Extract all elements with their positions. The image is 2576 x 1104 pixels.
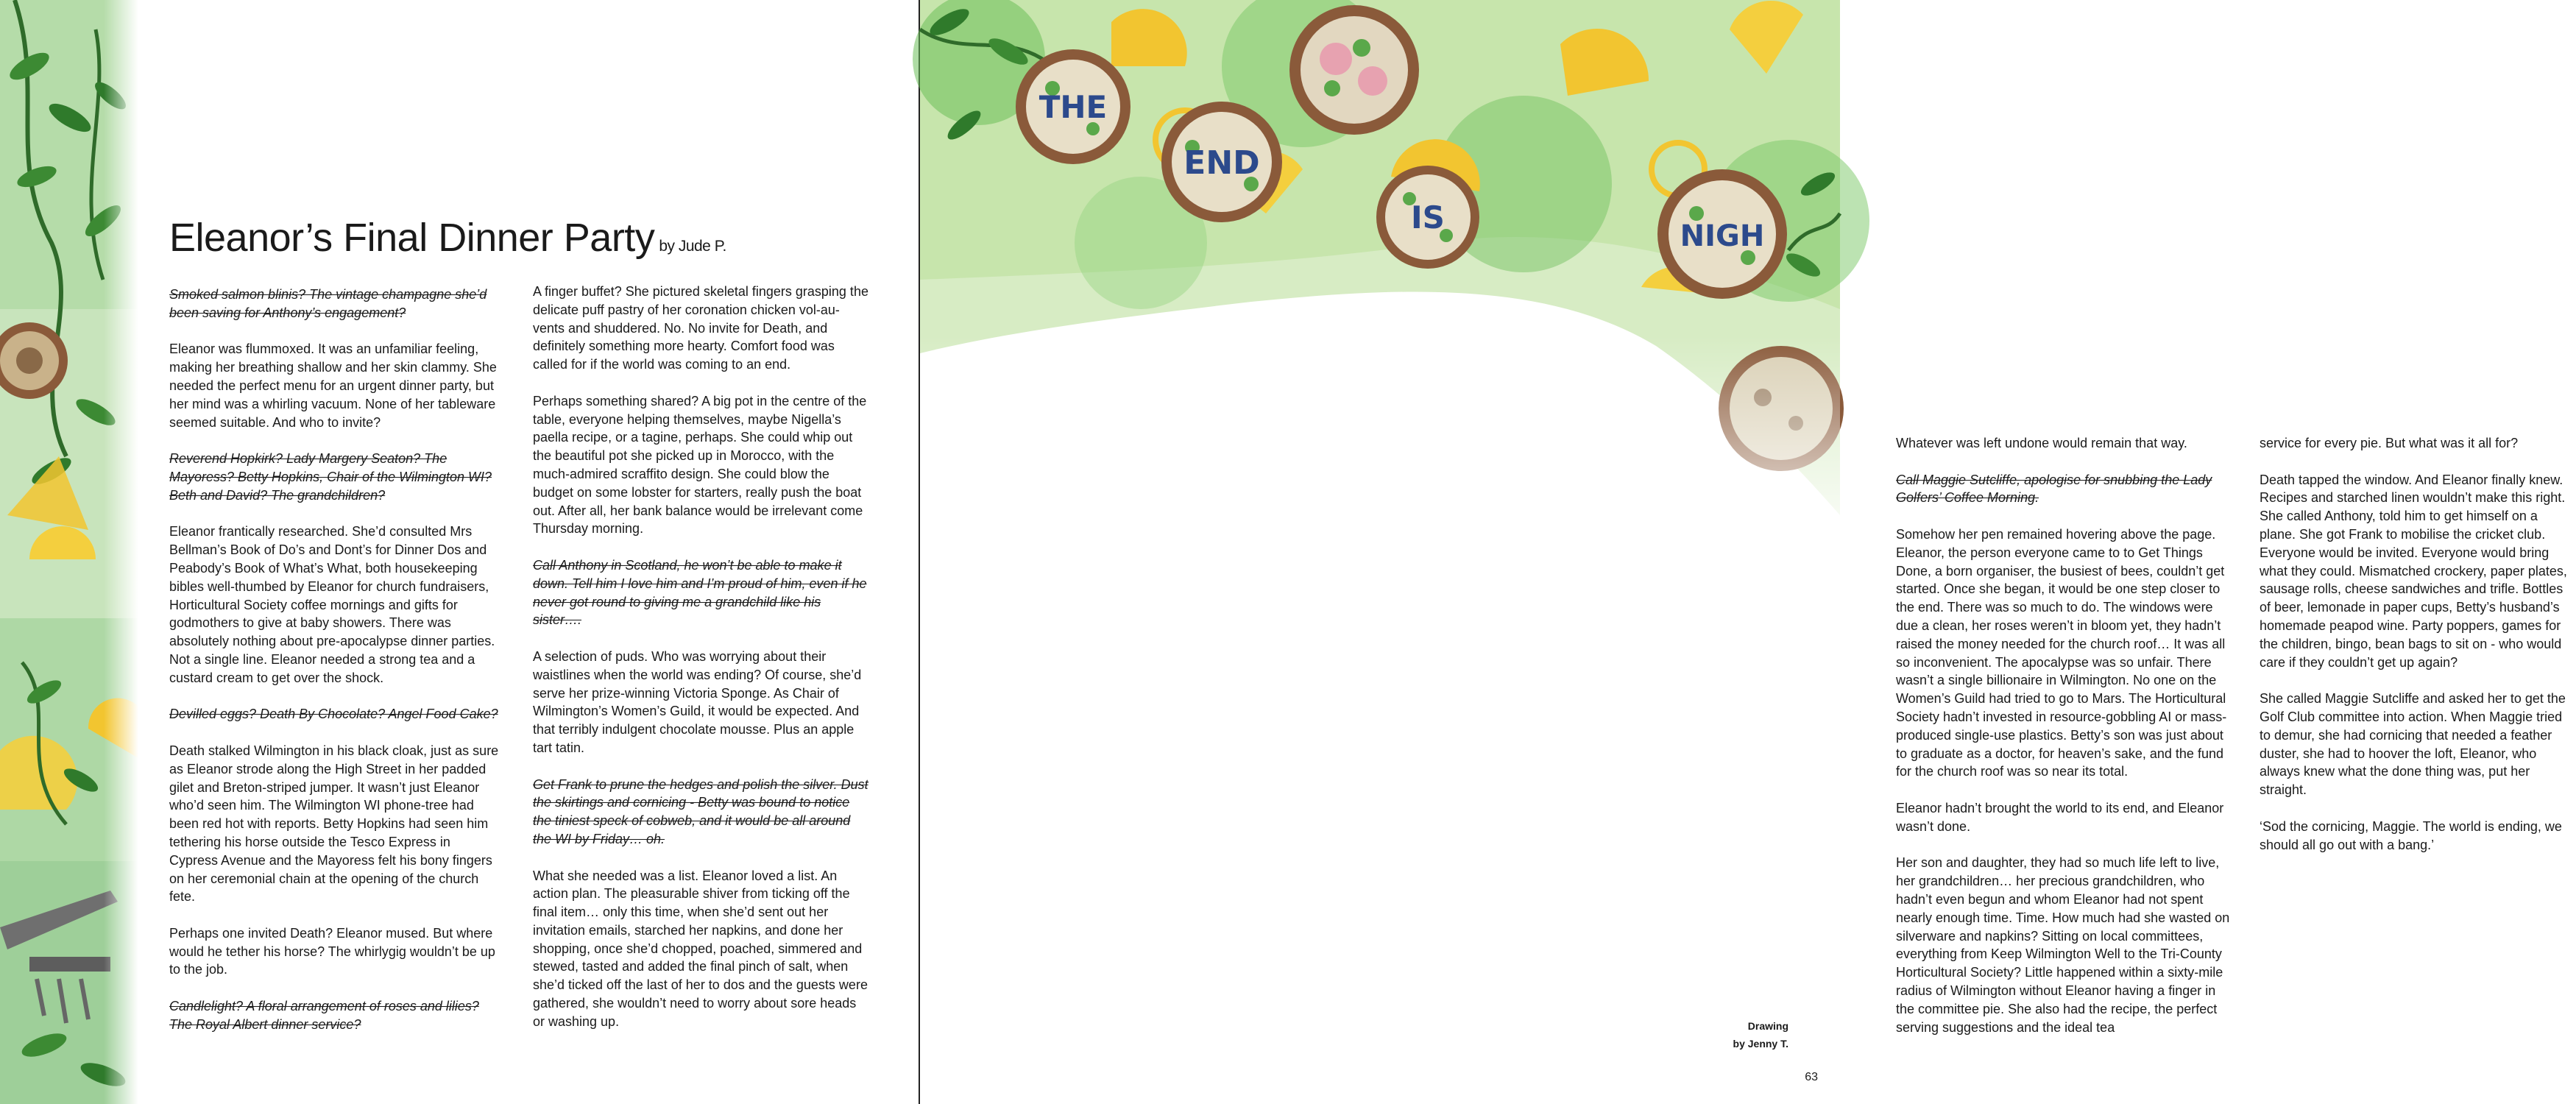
struck-list-item: Call Maggie Sutcliffe, apologise for snubbing the Lady Golfers’ Coffee Morning. [1896, 472, 2212, 506]
struck-list-item: Reverend Hopkirk? Lady Margery Seaton? The Mayoress? Betty Hopkins, Chair of the Wilmington WI? Beth and David? The grandchildren? [169, 451, 492, 503]
struck-list-item: Get Frank to prune the hedges and polish the silver. Dust the skirtings and cornicing - Betty was bound to notice the tiniest speck of cobweb, and it would be all around the WI by Friday… oh. [533, 776, 868, 846]
page-number: 63 [1805, 1071, 1818, 1083]
text-column-3 [1896, 434, 2233, 1055]
struck-list-item: Smoked salmon blinis? The vintage champagne she’d been saving for Anthony’s engagement? [169, 287, 487, 320]
paragraph: Perhaps one invited Death? Eleanor mused. But where would he tether his horse? The whirlygig wouldn’t be up to the job. [169, 925, 495, 977]
paragraph: Death stalked Wilmington in his black cloak, just as sure as Eleanor strode along the High Street in her padded gilet and Breton-striped jumper. It wasn’t just Eleanor who’d seen him. The Wilmington WI phone-tree had been red hot with reports. Betty Hopkins had seen him tethering his horse outside the Tesco Express in Cypress Avenue and the Mayoress felt his bony fingers on her ceremonial chain at the opening of the church fete. [169, 743, 499, 905]
text-column-1 [169, 286, 500, 1052]
struck-list-item: Candlelight? A floral arrangement of roses and lilies? The Royal Albert dinner service? [169, 999, 479, 1032]
paragraph: Somehow her pen remained hovering above the page. Eleanor, the person everyone came to to Get Things Done, a born organiser, the busiest of bees, couldn’t get started. Once she began, it would be one step closer to the end. There was so much to do. The windows were due a clean, her roses weren’t in bloom yet, they hadn’t raised the money needed for the church roof… It was all so inconvenient. The apocalypse was so unfair. There wasn’t a single billionaire in Wilmington. No one on the Women’s Guild had tried to go to Mars. The Horticultural Society hadn’t invested in resource-gobbling AI or mass-produced single-use plastics. Betty’s son was just about to graduate as a doctor, for heaven’s sake, and the fund for the church roof was so near its total. [1896, 526, 2227, 779]
credit-line-2: by Jenny T. [1733, 1038, 1788, 1050]
struck-list-item: Call Anthony in Scotland, he won’t be able to make it down. Tell him I love him and I’m proud of him, even if he never got round to giving me a grandchild like his sister…. [533, 557, 867, 628]
pie-illustration [920, 0, 1840, 559]
paragraph: Whatever was left undone would remain that way. [1896, 436, 2187, 450]
credit-line-1: Drawing [1747, 1020, 1788, 1032]
left-watercolor [0, 0, 138, 1104]
paragraph: Eleanor frantically researched. She’d consulted Mrs Bellman’s Book of Do’s and Dont’s for Dinner Dos and Peabody’s Book of What’s What, both housekeeping bibles well-thumbed by Eleanor for church fundraisers, Horticultural Society coffee mornings and gifts for godmothers to give at baby showers. There was absolutely nothing about pre-apocalypse dinner parties. Not a single line. Eleanor needed a strong tea and a custard cream to get over the shock. [169, 524, 495, 685]
illustration-credit [1733, 1017, 1788, 1052]
struck-list-item: Devilled eggs? Death By Chocolate? Angel Food Cake? [169, 707, 498, 722]
paragraph: ‘Sod the cornicing, Maggie. The world is ending, we should all go out with a bang.’ [2260, 818, 2562, 852]
paragraph: What she needed was a list. Eleanor loved a list. An action plan. The pleasurable shiver from ticking off the final item… only this time, when she’d sent out her invitation emails, starched her napkins, and done her shopping, once she’d chopped, poached, simmered and stewed, tasted and added the final pinch of salt, when she’d ticked off the last of her to dos and the guests were gathered, she wouldn’t need to worry about sore heads or washing up. [533, 868, 868, 1029]
paragraph: A finger buffet? She pictured skeletal fingers grasping the delicate puff pastry of her coronation chicken vol-au-vents and shuddered. No. No invite for Death, and definitely something more hearty. Comfort food was called for if the world was coming to an end. [533, 284, 868, 372]
left-illustration-strip [0, 0, 138, 1104]
title-text: Eleanor’s Final Dinner Party [169, 216, 655, 260]
text-column-2 [533, 283, 870, 1049]
article-title [169, 215, 726, 261]
left-page [0, 0, 919, 1104]
paragraph: Eleanor was flummoxed. It was an unfamiliar feeling, making her breathing shallow and her skin clammy. She needed the perfect menu for an urgent dinner party, but her mind was a whirling vacuum. None of her tableware seemed suitable. And who to invite? [169, 342, 497, 430]
paragraph: Eleanor hadn’t brought the world to its end, and Eleanor wasn’t done. [1896, 800, 2224, 834]
byline: by Jude P. [659, 238, 726, 255]
paragraph: A selection of puds. Who was worrying about their waistlines when the world was ending? Of course, she’d serve her prize-winning Victoria Sponge. As Chair of Wilmington’s Women’s Guild, it would be expected. And that terribly indulgent chocolate mousse. Plus an apple tart tatin. [533, 648, 862, 755]
paragraph: Death tapped the window. And Eleanor finally knew. Recipes and starched linen wouldn’t make this right. She called Anthony, told him to get himself on a plane. She got Frank to mobilise the cricket club. Everyone would be invited. Everyone would bring what they could. Mismatched crockery, paper plates, sausage rolls, cheese sandwiches and trifle. Bottles of beer, lemonade in paper cups, Betty’s husband’s homemade peapod wine. Party poppers, games for the children, bingo, bean bags to sit on - who would care if they couldn’t get up again? [2260, 472, 2567, 670]
paragraph: service for every pie. But what was it all for? [2260, 436, 2519, 450]
text-column-4 [2260, 434, 2576, 872]
right-page [920, 0, 2567, 1104]
paragraph: Perhaps something shared? A big pot in the centre of the table, everyone helping themselves, maybe Nigella’s paella recipe, or a tagine, perhaps. She could whip out the beautiful pot she picked up in Morocco, with the much-admired scraffito design. She could blow the budget on some lobster for starters, really push the boat out. After all, her bank balance would be irrelevant come Thursday morning. [533, 393, 867, 537]
paragraph: She called Maggie Sutcliffe and asked her to get the Golf Club committee into action. When Maggie tried to demur, she had cornicing that needed a feather duster, she had to hoover the loft, Eleanor, who always knew what the done thing was, put her straight. [2260, 691, 2566, 798]
paragraph: Her son and daughter, they had so much life left to live, her grandchildren… her precious grandchildren, who hadn’t even begun and whom Eleanor had not spent nearly enough time. Time. How much had she wasted on silverware and napkins? Sitting on local committees, everything from Keep Wilmington Well to the Tri-County Horticultural Society? Little happened within a sixty-mile radius of Wilmington without Eleanor having a finger in the committee pie. She also had the recipe, the perfect serving suggestions and the ideal tea [1896, 855, 2230, 1035]
